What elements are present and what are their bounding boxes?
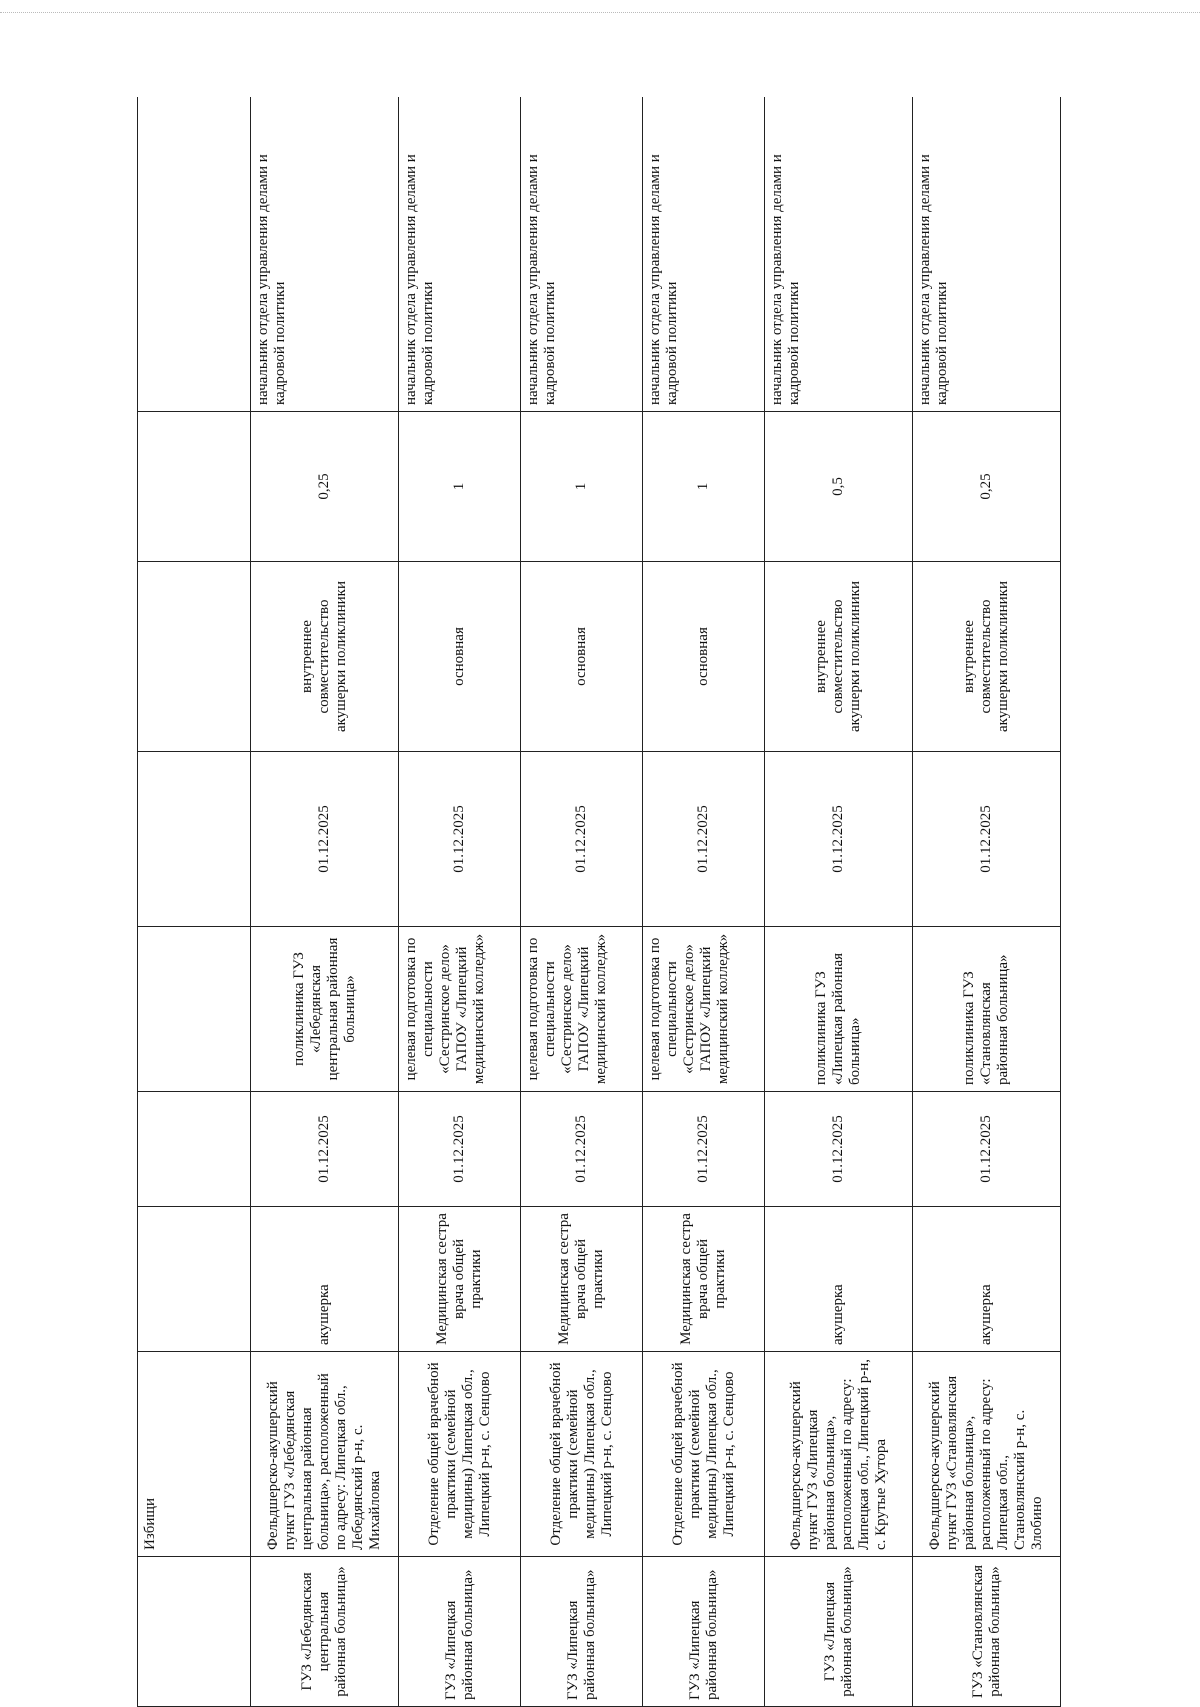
page: [137, 97, 1122, 1707]
header-cell-position: [138, 1207, 251, 1352]
table-row: [521, 97, 643, 1707]
header-cell-org: [138, 1557, 251, 1707]
cell-org: ГУЗ «Становлянская районная больница»: [913, 1557, 1061, 1707]
cell-employment: основная: [399, 562, 521, 752]
table-row: [251, 97, 399, 1707]
cell-unit: Фельдшерско-акушерский пункт ГУЗ «Липецкая районная больница», расположенный по адресу: Липецкая обл., Липецкий р-н, с. Крутые Хутора: [765, 1352, 913, 1557]
header-cell-responsible: [138, 97, 251, 412]
cell-basis: целевая подготовка по специальности «Сестринское дело» ГАПОУ «Липецкий медицинский колледж»: [399, 927, 521, 1092]
cell-basis: поликлиника ГУЗ «Становлянская районная больница»: [913, 927, 1061, 1092]
cell-position: акушерка: [765, 1207, 913, 1352]
cell-unit: Фельдшерско-акушерский пункт ГУЗ «Лебедянская центральная районная больница», расположенный по адресу: Липецкая обл., Лебедянский р-н, с. Михайловка: [251, 1352, 399, 1557]
cell-employment: внутреннее совместительство акушерки поликлиники: [251, 562, 399, 752]
cell-org: ГУЗ «Липецкая районная больница»: [765, 1557, 913, 1707]
cell-basis: поликлиника ГУЗ «Липецкая районная больница»: [765, 927, 913, 1092]
header-cell-employment: [138, 562, 251, 752]
cell-date-from: 01.12.2025: [399, 1092, 521, 1207]
cell-date-from: 01.12.2025: [913, 1092, 1061, 1207]
cell-date-to: 01.12.2025: [251, 752, 399, 927]
cell-position: Медицинская сестра врача общей практики: [399, 1207, 521, 1352]
cell-rate: 1: [643, 412, 765, 562]
cell-basis: целевая подготовка по специальности «Сестринское дело» ГАПОУ «Липецкий медицинский колледж»: [643, 927, 765, 1092]
header-cell-region: Избищи: [138, 1352, 251, 1557]
header-cell-date-to: [138, 752, 251, 927]
cell-org: ГУЗ «Липецкая районная больница»: [643, 1557, 765, 1707]
cell-rate: 1: [521, 412, 643, 562]
cell-basis: целевая подготовка по специальности «Сестринское дело» ГАПОУ «Липецкий медицинский колледж»: [521, 927, 643, 1092]
cell-date-to: 01.12.2025: [399, 752, 521, 927]
table-row-header-fragment: [138, 97, 251, 1707]
cell-basis: поликлиника ГУЗ «Лебедянская центральная районная больница»: [251, 927, 399, 1092]
cell-date-to: 01.12.2025: [643, 752, 765, 927]
cell-org: ГУЗ «Липецкая районная больница»: [521, 1557, 643, 1707]
table-row: [643, 97, 765, 1707]
cell-responsible: начальник отдела управления делами и кадровой политики: [521, 97, 643, 412]
cell-date-to: 01.12.2025: [765, 752, 913, 927]
cell-employment: внутреннее совместительство акушерки поликлиники: [765, 562, 913, 752]
cell-unit: Отделение общей врачебной практики (семейной медицины) Липецкая обл., Липецкий р-н, с. Сенцово: [521, 1352, 643, 1557]
cell-responsible: начальник отдела управления делами и кадровой политики: [399, 97, 521, 412]
cell-employment: основная: [521, 562, 643, 752]
cell-responsible: начальник отдела управления делами и кадровой политики: [913, 97, 1061, 412]
cell-employment: внутреннее совместительство акушерки поликлиники: [913, 562, 1061, 752]
cell-position: акушерка: [913, 1207, 1061, 1352]
cell-responsible: начальник отдела управления делами и кадровой политики: [643, 97, 765, 412]
cell-position: Медицинская сестра врача общей практики: [521, 1207, 643, 1352]
cell-date-to: 01.12.2025: [913, 752, 1061, 927]
header-cell-date-from: [138, 1092, 251, 1207]
table-row: [399, 97, 521, 1707]
table-row: [913, 97, 1061, 1707]
cell-rate: 0,5: [765, 412, 913, 562]
cell-employment: основная: [643, 562, 765, 752]
cell-rate: 1: [399, 412, 521, 562]
cell-date-to: 01.12.2025: [521, 752, 643, 927]
cell-date-from: 01.12.2025: [643, 1092, 765, 1207]
cell-position: Медицинская сестра врача общей практики: [643, 1207, 765, 1352]
cell-unit: Отделение общей врачебной практики (семейной медицины) Липецкая обл., Липецкий р-н, с. Сенцово: [399, 1352, 521, 1557]
cell-responsible: начальник отдела управления делами и кадровой политики: [251, 97, 399, 412]
cell-date-from: 01.12.2025: [765, 1092, 913, 1207]
rotated-table-container: [137, 97, 1122, 1707]
table-row: [765, 97, 913, 1707]
cell-position: акушерка: [251, 1207, 399, 1352]
header-cell-rate: [138, 412, 251, 562]
header-cell-basis: [138, 927, 251, 1092]
cell-unit: Фельдшерско-акушерский пункт ГУЗ «Становлянская районная больница», расположенный по адресу: Липецкая обл., Становлянский р-н, с. Злобино: [913, 1352, 1061, 1557]
cell-rate: 0,25: [251, 412, 399, 562]
page-top-rule: [0, 12, 1200, 13]
cell-date-from: 01.12.2025: [251, 1092, 399, 1207]
cell-date-from: 01.12.2025: [521, 1092, 643, 1207]
vacancy-table: [137, 97, 1061, 1707]
cell-org: ГУЗ «Липецкая районная больница»: [399, 1557, 521, 1707]
cell-responsible: начальник отдела управления делами и кадровой политики: [765, 97, 913, 412]
cell-unit: Отделение общей врачебной практики (семейной медицины) Липецкая обл., Липецкий р-н, с. Сенцово: [643, 1352, 765, 1557]
cell-org: ГУЗ «Лебедянская центральная районная больница»: [251, 1557, 399, 1707]
cell-rate: 0,25: [913, 412, 1061, 562]
